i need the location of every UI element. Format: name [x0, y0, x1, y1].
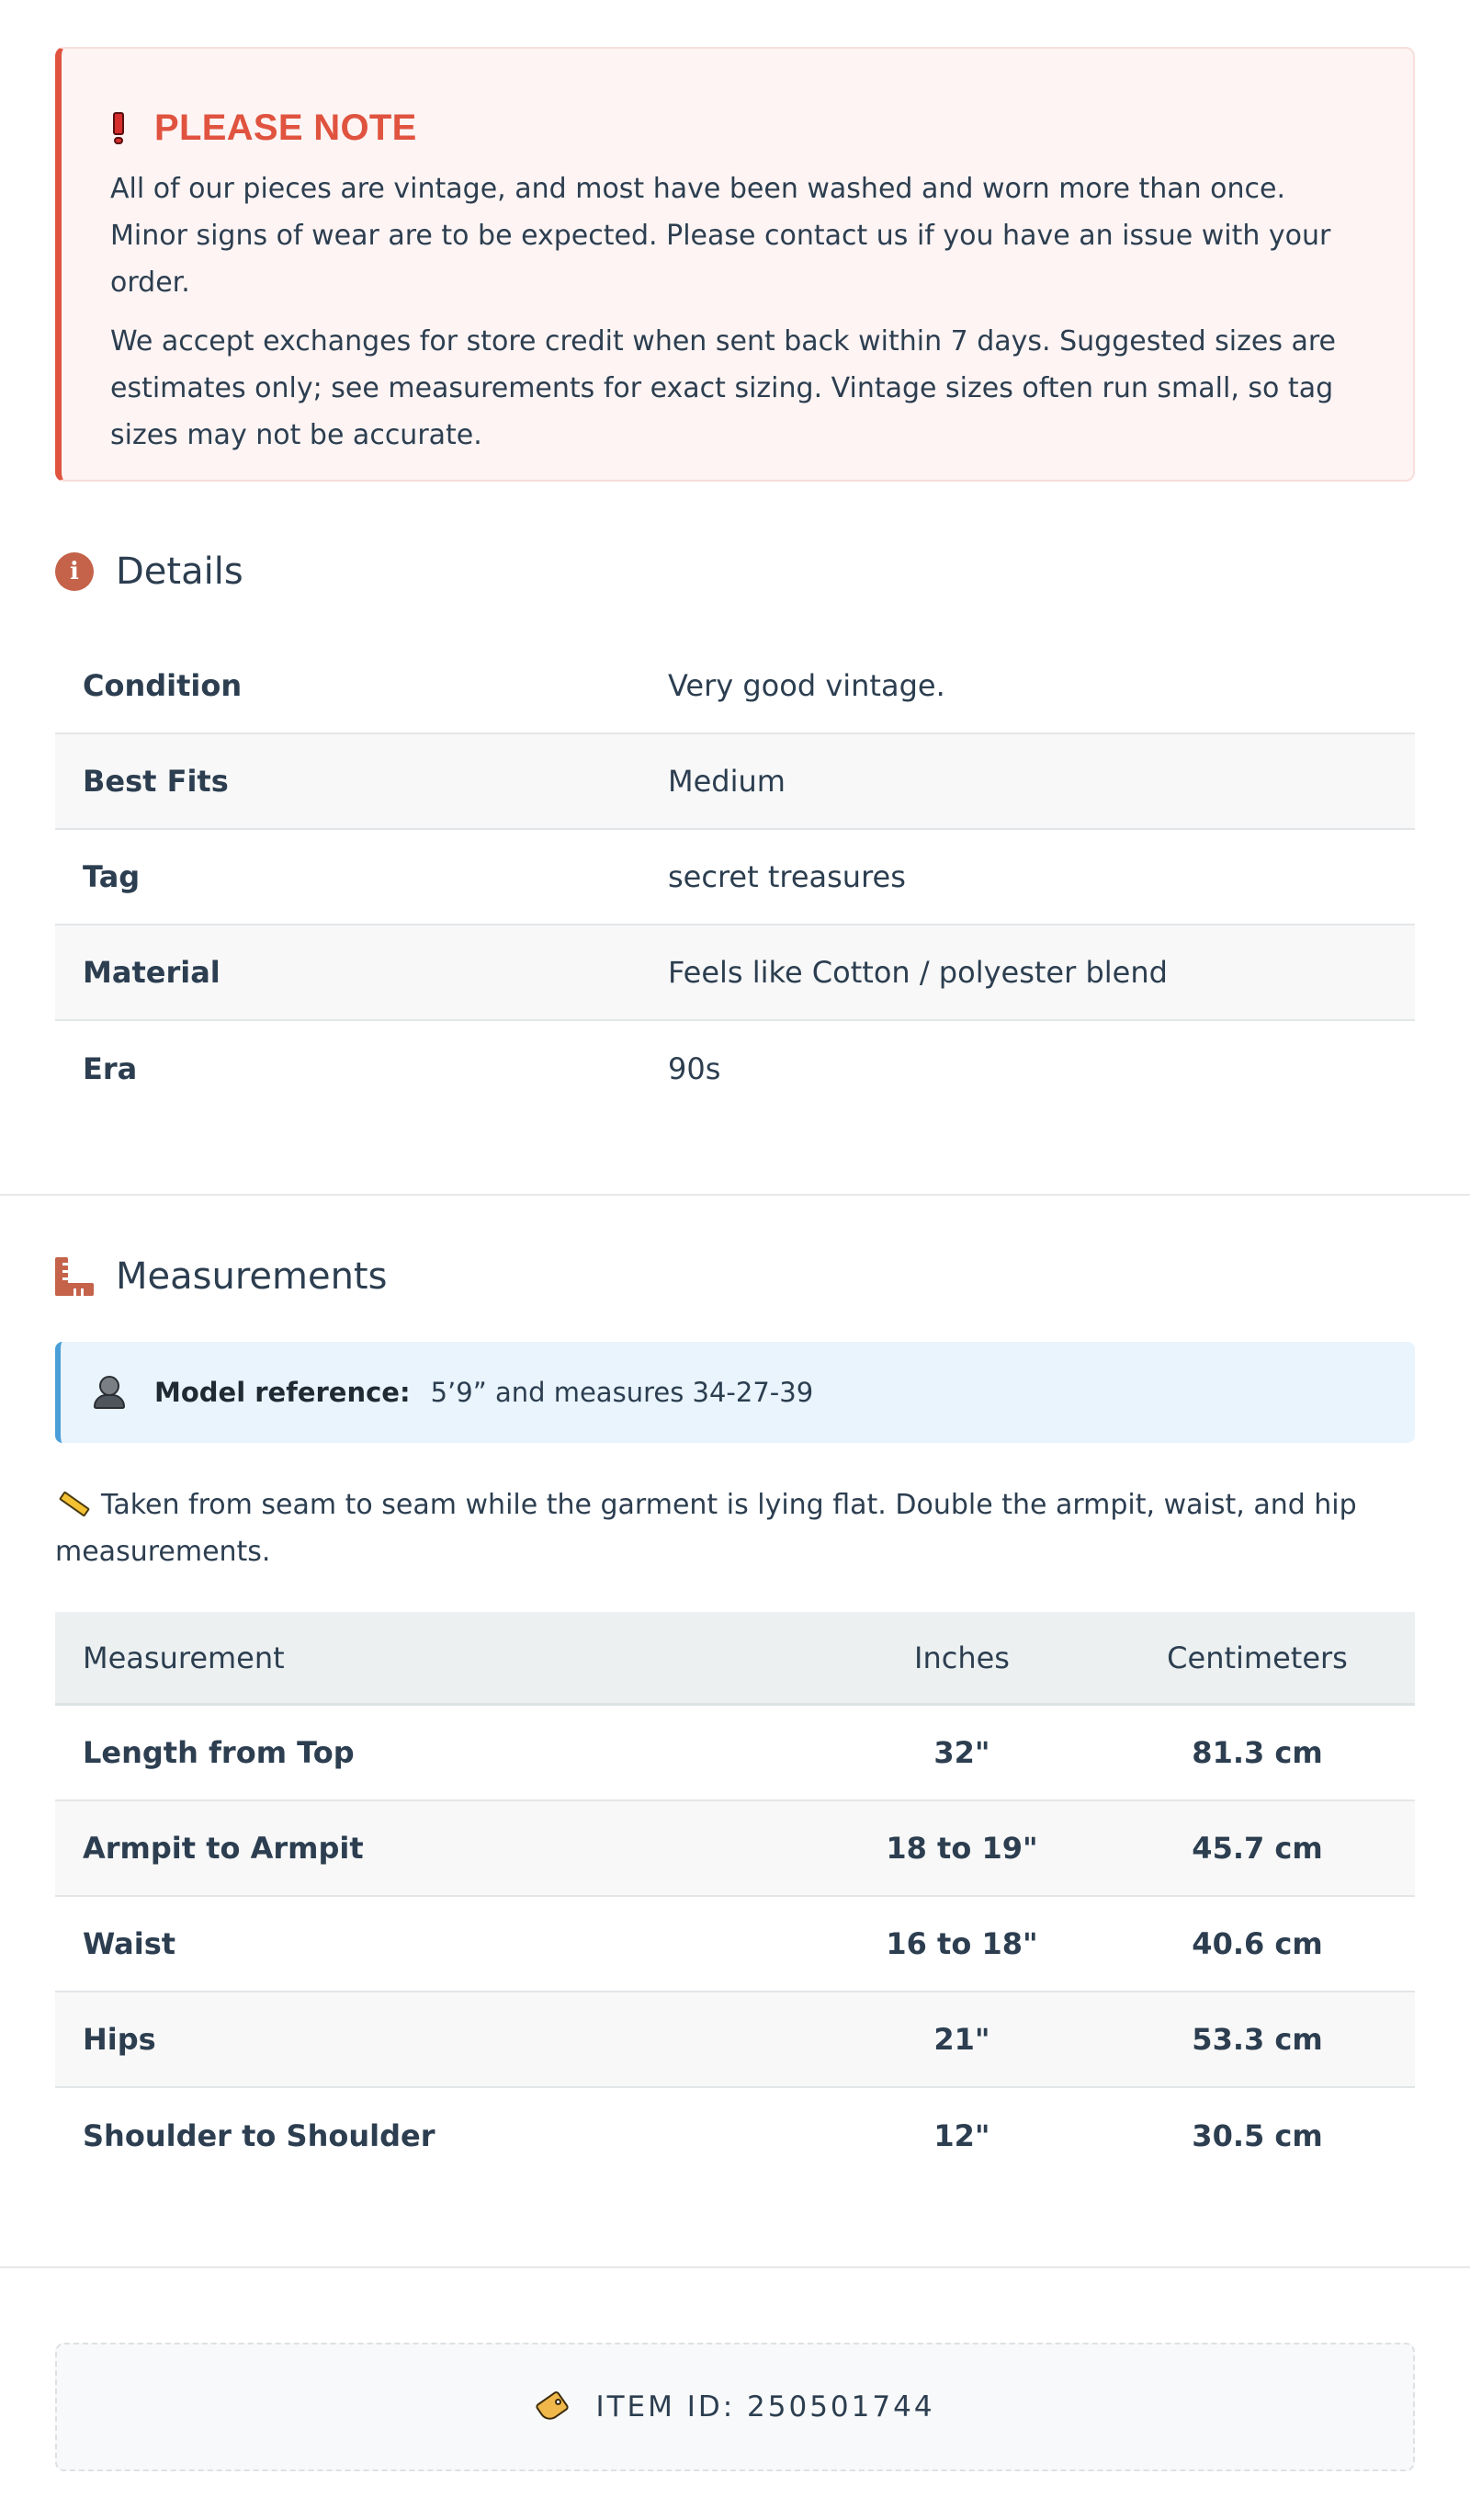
note-title: PLEASE NOTE — [154, 107, 417, 148]
measurement-cm: 30.5 cm — [1192, 2118, 1323, 2153]
table-row — [55, 1897, 1415, 1992]
section-divider — [0, 1194, 1470, 1196]
detail-label: Material — [83, 955, 220, 990]
column-header-measurement: Measurement — [83, 1640, 285, 1675]
details-heading-text: Details — [116, 551, 243, 593]
details-table — [55, 639, 1415, 1117]
table-row — [55, 1021, 1415, 1117]
section-divider — [0, 2266, 1470, 2268]
model-reference-box — [55, 1342, 1415, 1443]
pencil-icon — [55, 1490, 90, 1517]
detail-label: Best Fits — [83, 764, 229, 799]
detail-value: Feels like Cotton / polyester blend — [668, 955, 1168, 990]
measurement-inches: 16 to 18" — [886, 1926, 1038, 1961]
measurement-inches: 32" — [933, 1735, 990, 1770]
measurement-inches: 21" — [933, 2022, 990, 2057]
item-id-text: ITEM ID: 250501744 — [595, 2390, 935, 2424]
measurement-cm: 45.7 cm — [1192, 1831, 1323, 1866]
table-row — [55, 734, 1415, 830]
measurements-heading — [55, 1254, 387, 1300]
column-header-inches: Inches — [914, 1640, 1010, 1675]
measurement-name: Hips — [83, 2022, 156, 2057]
exclamation-icon — [112, 112, 125, 143]
table-row — [55, 925, 1415, 1021]
note-title-row — [110, 104, 1367, 152]
details-heading — [55, 549, 243, 595]
measurement-inches: 18 to 19" — [886, 1831, 1038, 1866]
measurement-cm: 81.3 cm — [1192, 1735, 1323, 1770]
table-row — [55, 1801, 1415, 1897]
note-paragraph-1: All of our pieces are vintage, and most have been washed and worn more than once. Minor signs of wear are to be expected. Please contact us if you have an issue with your order. — [110, 173, 1331, 299]
tag-icon — [535, 2389, 571, 2425]
detail-value: Very good vintage. — [668, 668, 945, 703]
detail-value: secret treasures — [668, 859, 906, 894]
detail-label: Era — [83, 1051, 138, 1086]
measurement-note-text: Taken from seam to seam while the garment is lying flat. Double the armpit, waist, and hip measurements. — [55, 1489, 1357, 1568]
measurement-name: Length from Top — [83, 1735, 355, 1770]
item-id-box — [55, 2343, 1415, 2471]
column-header-centimeters: Centimeters — [1167, 1640, 1348, 1675]
measurement-name: Armpit to Armpit — [83, 1831, 364, 1866]
measurement-name: Shoulder to Shoulder — [83, 2118, 435, 2153]
measurements-table — [55, 1612, 1415, 2184]
table-row — [55, 2088, 1415, 2184]
person-icon — [94, 1376, 125, 1409]
measurement-cm: 53.3 cm — [1192, 2022, 1323, 2057]
table-row — [55, 1992, 1415, 2088]
table-row — [55, 830, 1415, 925]
measurement-note — [55, 1481, 1415, 1575]
detail-label: Tag — [83, 859, 141, 894]
detail-label: Condition — [83, 668, 243, 703]
table-header — [55, 1612, 1415, 1706]
measurement-inches: 12" — [933, 2118, 990, 2153]
measurements-heading-text: Measurements — [116, 1255, 388, 1298]
model-reference-value: 5’9” and measures 34-27-39 — [430, 1377, 814, 1408]
detail-value: 90s — [668, 1051, 721, 1086]
ruler-icon — [55, 1257, 94, 1296]
table-row — [55, 1706, 1415, 1801]
note-paragraph-2: We accept exchanges for store credit when sent back within 7 days. Suggested sizes are estimates only; see measurements for exact sizing. Vintage sizes often run small, so tag sizes may not be accurate. — [110, 325, 1337, 451]
detail-value: Medium — [668, 764, 786, 799]
measurement-name: Waist — [83, 1926, 176, 1961]
model-reference-label: Model reference: — [154, 1377, 411, 1408]
table-row — [55, 639, 1415, 734]
please-note-box — [55, 47, 1415, 482]
info-icon: i — [55, 552, 94, 591]
measurement-cm: 40.6 cm — [1192, 1926, 1323, 1961]
